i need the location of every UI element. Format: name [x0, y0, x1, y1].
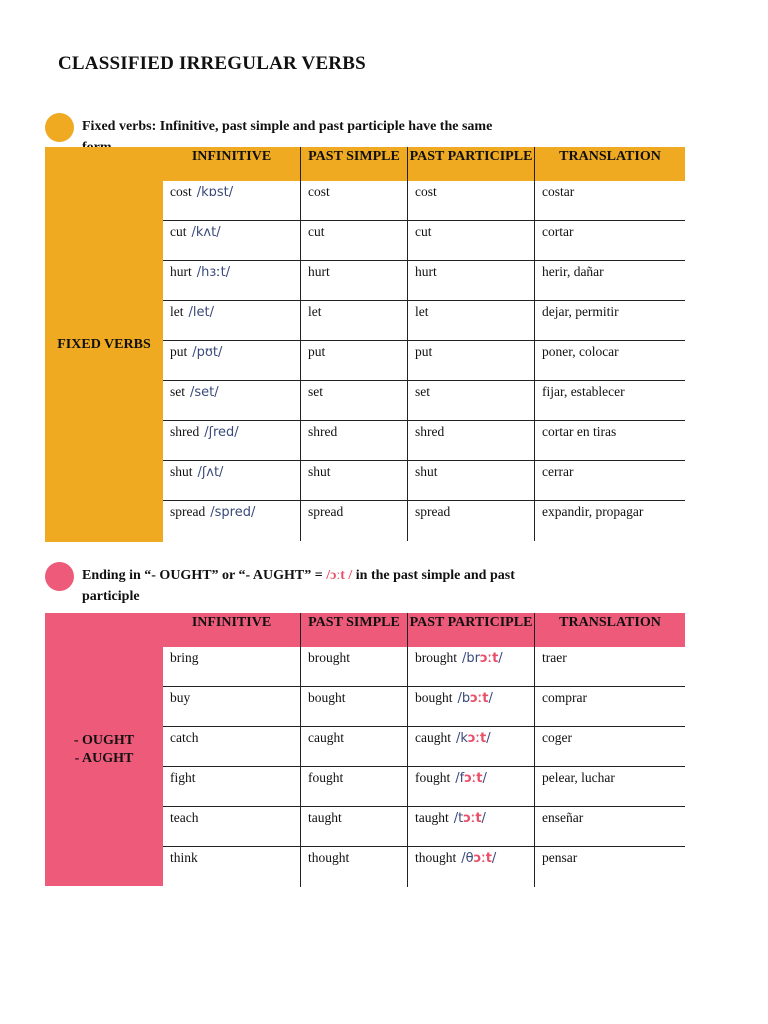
- phonetic-text: /ʃʌt/: [197, 465, 224, 480]
- header-infinitive: INFINITIVE: [163, 147, 301, 181]
- past-participle-text: fought: [415, 770, 451, 785]
- phonetic-text: /spred/: [210, 505, 256, 520]
- past-participle-text: brought: [415, 650, 457, 665]
- orange-bullet-icon: [45, 113, 74, 142]
- phonetic-text: /hɜːt/: [196, 265, 231, 280]
- translation-cell: expandir, propagar: [542, 504, 644, 519]
- past-participle-cell: put: [408, 341, 535, 381]
- past-simple-cell: shred: [301, 421, 408, 461]
- past-participle-cell: shred: [408, 421, 535, 461]
- translation-cell: coger: [535, 727, 685, 767]
- phonetic-text: [455, 771, 487, 786]
- phonetic-end: /: [491, 851, 497, 866]
- aught-label: - AUGHT: [74, 750, 134, 766]
- past-participle-text: bought: [415, 690, 453, 705]
- phonetic-start: /θ: [461, 851, 474, 866]
- table-row: [163, 381, 685, 421]
- translation-cell: dejar, permitir: [535, 301, 685, 341]
- phonetic-text: [456, 731, 491, 746]
- past-participle-cell: [408, 767, 535, 807]
- past-simple-cell: brought: [301, 647, 408, 687]
- phonetic-text: /kɒst/: [196, 185, 234, 200]
- infinitive-text: spread: [170, 504, 206, 519]
- section2-intro-b: in the past simple and past: [355, 568, 515, 583]
- translation-cell: herir, dañar: [535, 261, 685, 301]
- phonetic-highlight: ɔːt: [470, 691, 489, 706]
- table-row: [163, 687, 685, 727]
- past-simple-cell: hurt: [301, 261, 408, 301]
- infinitive-cell: teach: [163, 807, 301, 847]
- infinitive-cell: [163, 461, 301, 501]
- section2-intro-cut: participle: [82, 589, 140, 604]
- section2-intro-a: Ending in “- OUGHT” or “- AUGHT” =: [82, 568, 327, 583]
- past-participle-text: thought: [415, 850, 457, 865]
- page-title: CLASSIFIED IRREGULAR VERBS: [58, 53, 366, 74]
- phonetic-highlight: ɔːt: [473, 851, 492, 866]
- ought-aught-label: [45, 613, 163, 886]
- infinitive-cell: [163, 181, 301, 221]
- translation-cell: fijar, establecer: [535, 381, 685, 421]
- section1-intro-cut: [82, 140, 112, 147]
- phonetic-end: /: [481, 811, 486, 826]
- phonetic-end: /: [498, 651, 503, 666]
- fixed-verbs-label: FIXED VERBS: [45, 147, 163, 542]
- phonetic-highlight: ɔːt: [479, 651, 499, 666]
- pink-bullet-icon: [45, 562, 74, 591]
- infinitive-cell: fight: [163, 767, 301, 807]
- past-simple-cell: let: [301, 301, 408, 341]
- infinitive-cell: [163, 261, 301, 301]
- translation-cell: pelear, luchar: [535, 767, 685, 807]
- translation-cell: traer: [535, 647, 685, 687]
- phonetic-start: /br: [462, 651, 480, 666]
- ought-label: - OUGHT: [73, 732, 135, 748]
- past-participle-cell: [408, 847, 535, 887]
- phonetic-end: /: [486, 731, 491, 746]
- table-row: [163, 261, 685, 301]
- table-row: [163, 301, 685, 341]
- translation-cell: enseñar: [535, 807, 685, 847]
- phonetic-highlight: ɔːt: [464, 771, 483, 786]
- past-simple-cell: thought: [301, 847, 408, 887]
- header-past-simple: PAST SIMPLE: [301, 147, 408, 181]
- header-translation: TRANSLATION: [559, 615, 661, 630]
- table-row: [163, 647, 685, 687]
- table-row: [163, 727, 685, 767]
- infinitive-cell: [163, 421, 301, 461]
- table-row: [163, 807, 685, 847]
- translation-cell: costar: [535, 181, 685, 221]
- past-simple-cell: shut: [301, 461, 408, 501]
- infinitive-text: set: [170, 384, 185, 399]
- past-participle-cell: spread: [408, 501, 535, 541]
- past-simple-cell: put: [301, 341, 408, 381]
- translation-cell: cerrar: [535, 461, 685, 501]
- past-participle-cell: cut: [408, 221, 535, 261]
- past-simple-cell: taught: [301, 807, 408, 847]
- phonetic-start: /t: [453, 811, 464, 826]
- past-participle-cell: [408, 727, 535, 767]
- section1-header: [163, 147, 685, 181]
- translation-cell: poner, colocar: [535, 341, 685, 381]
- past-participle-text: caught: [415, 730, 451, 745]
- past-participle-cell: set: [408, 381, 535, 421]
- infinitive-cell: [163, 221, 301, 261]
- phonetic-start: /b: [457, 691, 471, 706]
- infinitive-cell: bring: [163, 647, 301, 687]
- past-simple-cell: set: [301, 381, 408, 421]
- table-row: [163, 767, 685, 807]
- phonetic-text: /kʌt/: [191, 225, 221, 240]
- infinitive-text: cost: [170, 184, 192, 199]
- header-past-simple: PAST SIMPLE: [301, 613, 408, 647]
- section1-intro: Fixed verbs: Infinitive, past simple and past participle have the same: [82, 119, 493, 134]
- section2-intro: [82, 568, 515, 584]
- past-participle-text: taught: [415, 810, 449, 825]
- past-simple-cell: caught: [301, 727, 408, 767]
- header-translation: TRANSLATION: [559, 149, 661, 164]
- past-participle-cell: [408, 807, 535, 847]
- table-row: [163, 501, 685, 541]
- infinitive-text: put: [170, 344, 188, 359]
- header-past-participle: PAST PARTICIPLE: [408, 147, 535, 181]
- infinitive-cell: buy: [163, 687, 301, 727]
- phonetic-text: [458, 691, 493, 706]
- past-simple-cell: spread: [301, 501, 408, 541]
- past-simple-cell: fought: [301, 767, 408, 807]
- infinitive-text: shred: [170, 424, 200, 439]
- phonetic-text: [462, 651, 503, 666]
- table-row: [163, 421, 685, 461]
- table-row: [163, 461, 685, 501]
- past-participle-cell: shut: [408, 461, 535, 501]
- infinitive-cell: [163, 341, 301, 381]
- past-participle-cell: [408, 687, 535, 727]
- infinitive-text: let: [170, 304, 184, 319]
- phonetic-text: /ʃred/: [204, 425, 239, 440]
- translation-cell: comprar: [535, 687, 685, 727]
- phonetic-text: [454, 811, 486, 826]
- past-participle-cell: let: [408, 301, 535, 341]
- translation-cell: cortar: [535, 221, 685, 261]
- infinitive-cell: [163, 501, 301, 541]
- past-simple-cell: cost: [301, 181, 408, 221]
- infinitive-cell: [163, 381, 301, 421]
- past-simple-cell: cut: [301, 221, 408, 261]
- infinitive-cell: think: [163, 847, 301, 887]
- infinitive-text: cut: [170, 224, 187, 239]
- translation-cell: pensar: [542, 850, 578, 865]
- past-simple-cell: bought: [301, 687, 408, 727]
- phonetic-text: [461, 851, 496, 866]
- translation-cell: cortar en tiras: [535, 421, 685, 461]
- header-infinitive: INFINITIVE: [163, 613, 301, 647]
- infinitive-cell: [163, 301, 301, 341]
- section2-intro-ipa: /ɔːt /: [326, 568, 356, 583]
- section2-header: [163, 613, 685, 647]
- header-past-participle: PAST PARTICIPLE: [408, 613, 535, 647]
- phonetic-end: /: [482, 771, 487, 786]
- table-row: [163, 847, 685, 887]
- phonetic-highlight: ɔːt: [463, 811, 482, 826]
- past-participle-cell: [408, 647, 535, 687]
- phonetic-text: /pʊt/: [192, 345, 223, 360]
- phonetic-start: /f: [455, 771, 465, 786]
- phonetic-start: /k: [456, 731, 468, 746]
- infinitive-cell: catch: [163, 727, 301, 767]
- table-row: [163, 221, 685, 261]
- table-row: [163, 181, 685, 221]
- phonetic-text: /set/: [190, 385, 219, 400]
- phonetic-highlight: ɔːt: [467, 731, 487, 746]
- past-participle-cell: cost: [408, 181, 535, 221]
- table-row: [163, 341, 685, 381]
- phonetic-text: /let/: [188, 305, 214, 320]
- infinitive-text: hurt: [170, 264, 192, 279]
- phonetic-end: /: [488, 691, 493, 706]
- infinitive-text: shut: [170, 464, 193, 479]
- past-participle-cell: hurt: [408, 261, 535, 301]
